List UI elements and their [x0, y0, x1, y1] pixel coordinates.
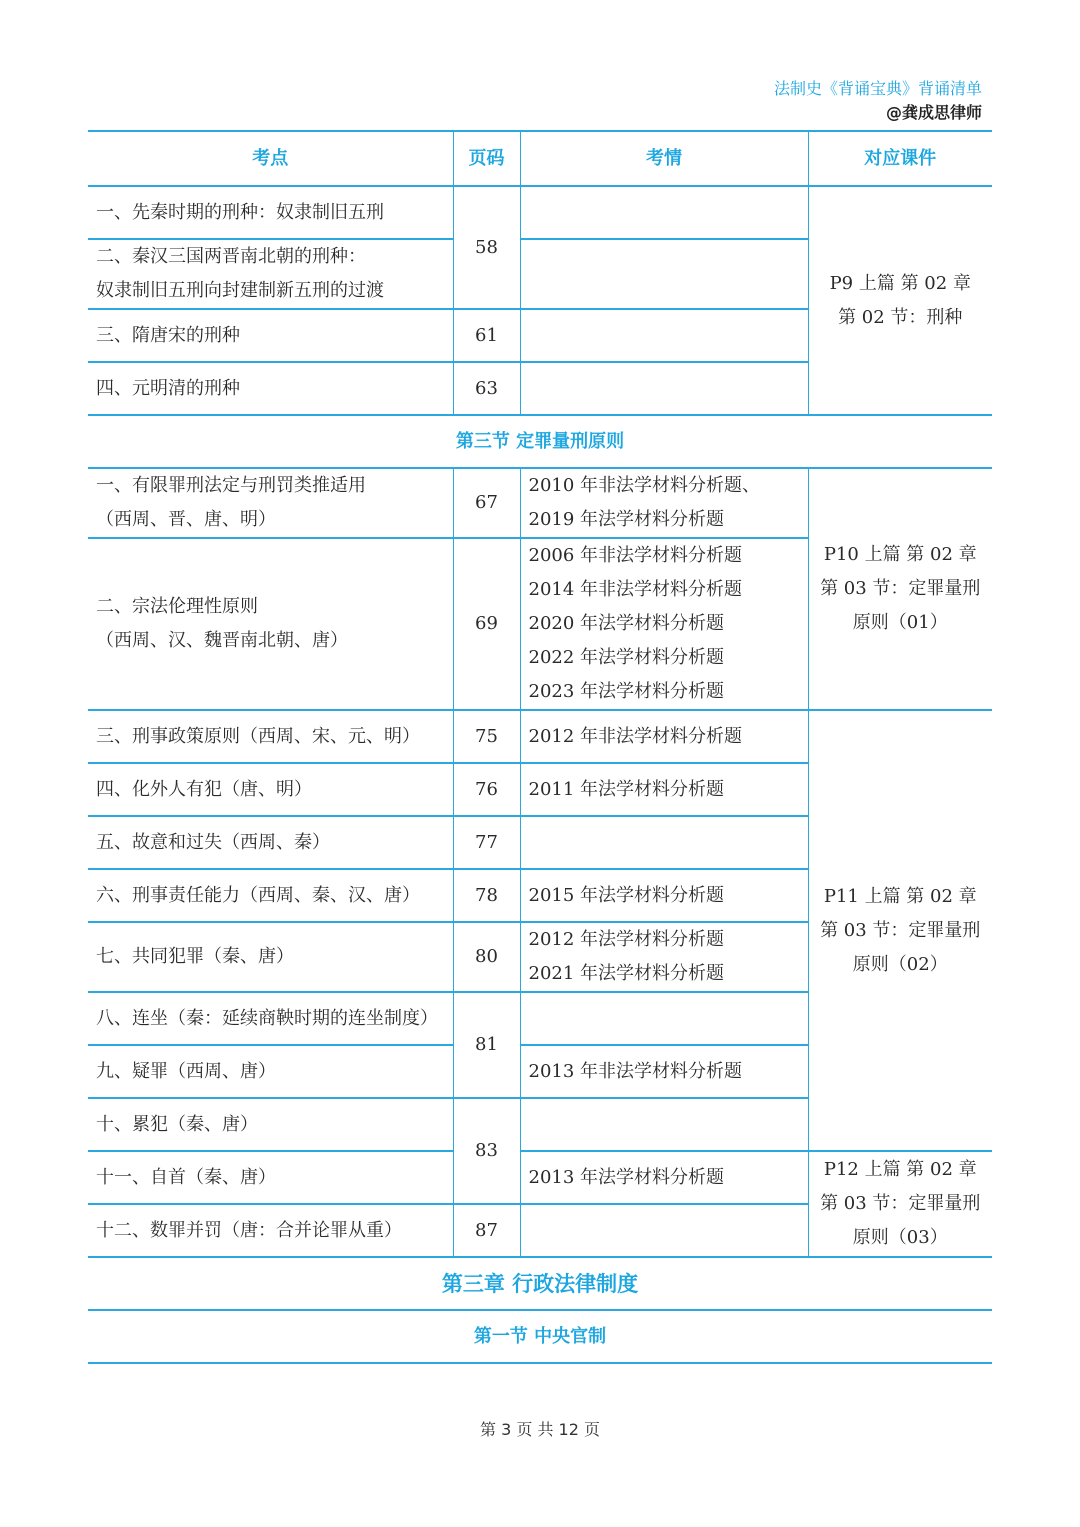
exam-cell	[520, 309, 808, 362]
exam-cell: 2015 年法学材料分析题	[520, 869, 808, 922]
exam-cell	[520, 538, 808, 710]
page-cell: 76	[453, 763, 520, 816]
topic-cell: 四、元明清的刑种	[88, 362, 453, 415]
exam-cell	[520, 816, 808, 869]
exam-cell	[520, 468, 808, 538]
courseware-line: P9 上篇 第 02 章	[829, 272, 971, 294]
topic-cell: 三、隋唐宋的刑种	[88, 309, 453, 362]
col-topic: 考点	[88, 131, 453, 186]
exam-cell	[520, 186, 808, 239]
table-row	[88, 468, 992, 538]
courseware-cell	[808, 468, 992, 710]
topic-cell: 三、刑事政策原则（西周、宋、元、明）	[88, 710, 453, 763]
page-cell: 77	[453, 816, 520, 869]
chapter-heading-row	[88, 1257, 992, 1310]
topic-cell: 五、故意和过失（西周、秦）	[88, 816, 453, 869]
col-exam: 考情	[520, 131, 808, 186]
page-cell: 83	[453, 1098, 520, 1204]
page-cell: 63	[453, 362, 520, 415]
topic-cell	[88, 468, 453, 538]
footer-mid: 页 共	[516, 1420, 554, 1439]
topic-cell: 九、疑罪（西周、唐）	[88, 1045, 453, 1098]
courseware-line: 第 02 节：刑种	[838, 306, 963, 328]
courseware-line: P12 上篇 第 02 章	[823, 1159, 977, 1180]
topic-cell: 十二、数罪并罚（唐：合并论罪从重）	[88, 1204, 453, 1257]
courseware-line: 第 03 节：定罪量刑	[820, 1193, 981, 1214]
exam-line: 2010 年非法学材料分析题、	[528, 475, 761, 496]
exam-cell	[520, 239, 808, 309]
footer-page-number: 3	[501, 1420, 512, 1439]
topic-cell: 六、刑事责任能力（西周、秦、汉、唐）	[88, 869, 453, 922]
col-courseware: 对应课件	[808, 131, 992, 186]
topic-line: 奴隶制旧五刑向封建制新五刑的过渡	[96, 280, 384, 301]
topic-line: 一、有限罪刑法定与刑罚类推适用	[96, 475, 366, 496]
exam-line: 2020 年法学材料分析题	[528, 613, 725, 634]
table-row	[88, 710, 992, 763]
topic-line: （西周、晋、唐、明）	[96, 509, 276, 530]
page-cell: 75	[453, 710, 520, 763]
page-cell: 81	[453, 992, 520, 1098]
section-heading: 第一节 中央官制	[88, 1310, 992, 1363]
page-cell: 69	[453, 538, 520, 710]
page-cell: 78	[453, 869, 520, 922]
topic-cell: 十一、自首（秦、唐）	[88, 1151, 453, 1204]
exam-cell: 2013 年法学材料分析题	[520, 1151, 808, 1204]
col-page: 页码	[453, 131, 520, 186]
topic-line: （西周、汉、魏晋南北朝、唐）	[96, 630, 348, 651]
table-row	[88, 186, 992, 239]
exam-cell	[520, 362, 808, 415]
courseware-line: 第 03 节：定罪量刑	[820, 919, 981, 941]
section-heading: 第三节 定罪量刑原则	[88, 415, 992, 468]
exam-cell	[520, 1204, 808, 1257]
courseware-line: 原则（03）	[852, 1227, 948, 1248]
exam-cell	[520, 922, 808, 992]
footer-suffix: 页	[584, 1420, 601, 1439]
exam-line: 2006 年非法学材料分析题	[528, 545, 743, 566]
exam-cell	[520, 1098, 808, 1151]
topic-cell	[88, 239, 453, 309]
page-footer	[0, 1417, 1080, 1440]
topic-cell: 一、先秦时期的刑种：奴隶制旧五刑	[88, 186, 453, 239]
courseware-cell	[808, 1151, 992, 1257]
footer-prefix: 第	[479, 1420, 496, 1439]
courseware-line: P11 上篇 第 02 章	[823, 885, 977, 907]
checklist-table	[88, 130, 992, 1364]
doc-title: 法制史《背诵宝典》背诵清单	[773, 79, 982, 98]
exam-line: 2022 年法学材料分析题	[528, 647, 725, 668]
section-heading-row	[88, 1310, 992, 1363]
exam-line: 2021 年法学材料分析题	[528, 963, 725, 984]
page-cell: 80	[453, 922, 520, 992]
chapter-heading: 第三章 行政法律制度	[88, 1257, 992, 1310]
topic-line: 二、秦汉三国两晋南北朝的刑种：	[96, 246, 366, 267]
page-cell: 67	[453, 468, 520, 538]
courseware-cell	[808, 186, 992, 415]
table-row	[88, 1151, 992, 1204]
topic-cell: 四、化外人有犯（唐、明）	[88, 763, 453, 816]
topic-cell: 十、累犯（秦、唐）	[88, 1098, 453, 1151]
section-heading-row	[88, 415, 992, 468]
exam-cell: 2011 年法学材料分析题	[520, 763, 808, 816]
topic-cell: 七、共同犯罪（秦、唐）	[88, 922, 453, 992]
table-header-row	[88, 131, 992, 186]
courseware-line: 第 03 节：定罪量刑	[820, 578, 981, 599]
exam-line: 2019 年法学材料分析题	[528, 509, 725, 530]
topic-line: 二、宗法伦理性原则	[96, 596, 258, 617]
courseware-line: 原则（01）	[852, 612, 948, 633]
courseware-line: 原则（02）	[852, 953, 948, 975]
exam-cell	[520, 992, 808, 1045]
exam-cell: 2012 年非法学材料分析题	[520, 710, 808, 763]
exam-line: 2012 年法学材料分析题	[528, 929, 725, 950]
topic-cell	[88, 538, 453, 710]
exam-line: 2023 年法学材料分析题	[528, 681, 725, 702]
exam-cell: 2013 年非法学材料分析题	[520, 1045, 808, 1098]
page-cell: 58	[453, 186, 520, 309]
doc-author: @龚成思律师	[885, 103, 982, 122]
topic-cell: 八、连坐（秦：延续商鞅时期的连坐制度）	[88, 992, 453, 1045]
footer-total-pages: 12	[558, 1420, 579, 1439]
exam-line: 2014 年非法学材料分析题	[528, 579, 743, 600]
page-cell: 87	[453, 1204, 520, 1257]
courseware-line: P10 上篇 第 02 章	[823, 544, 977, 565]
courseware-cell	[808, 710, 992, 1151]
page-cell: 61	[453, 309, 520, 362]
